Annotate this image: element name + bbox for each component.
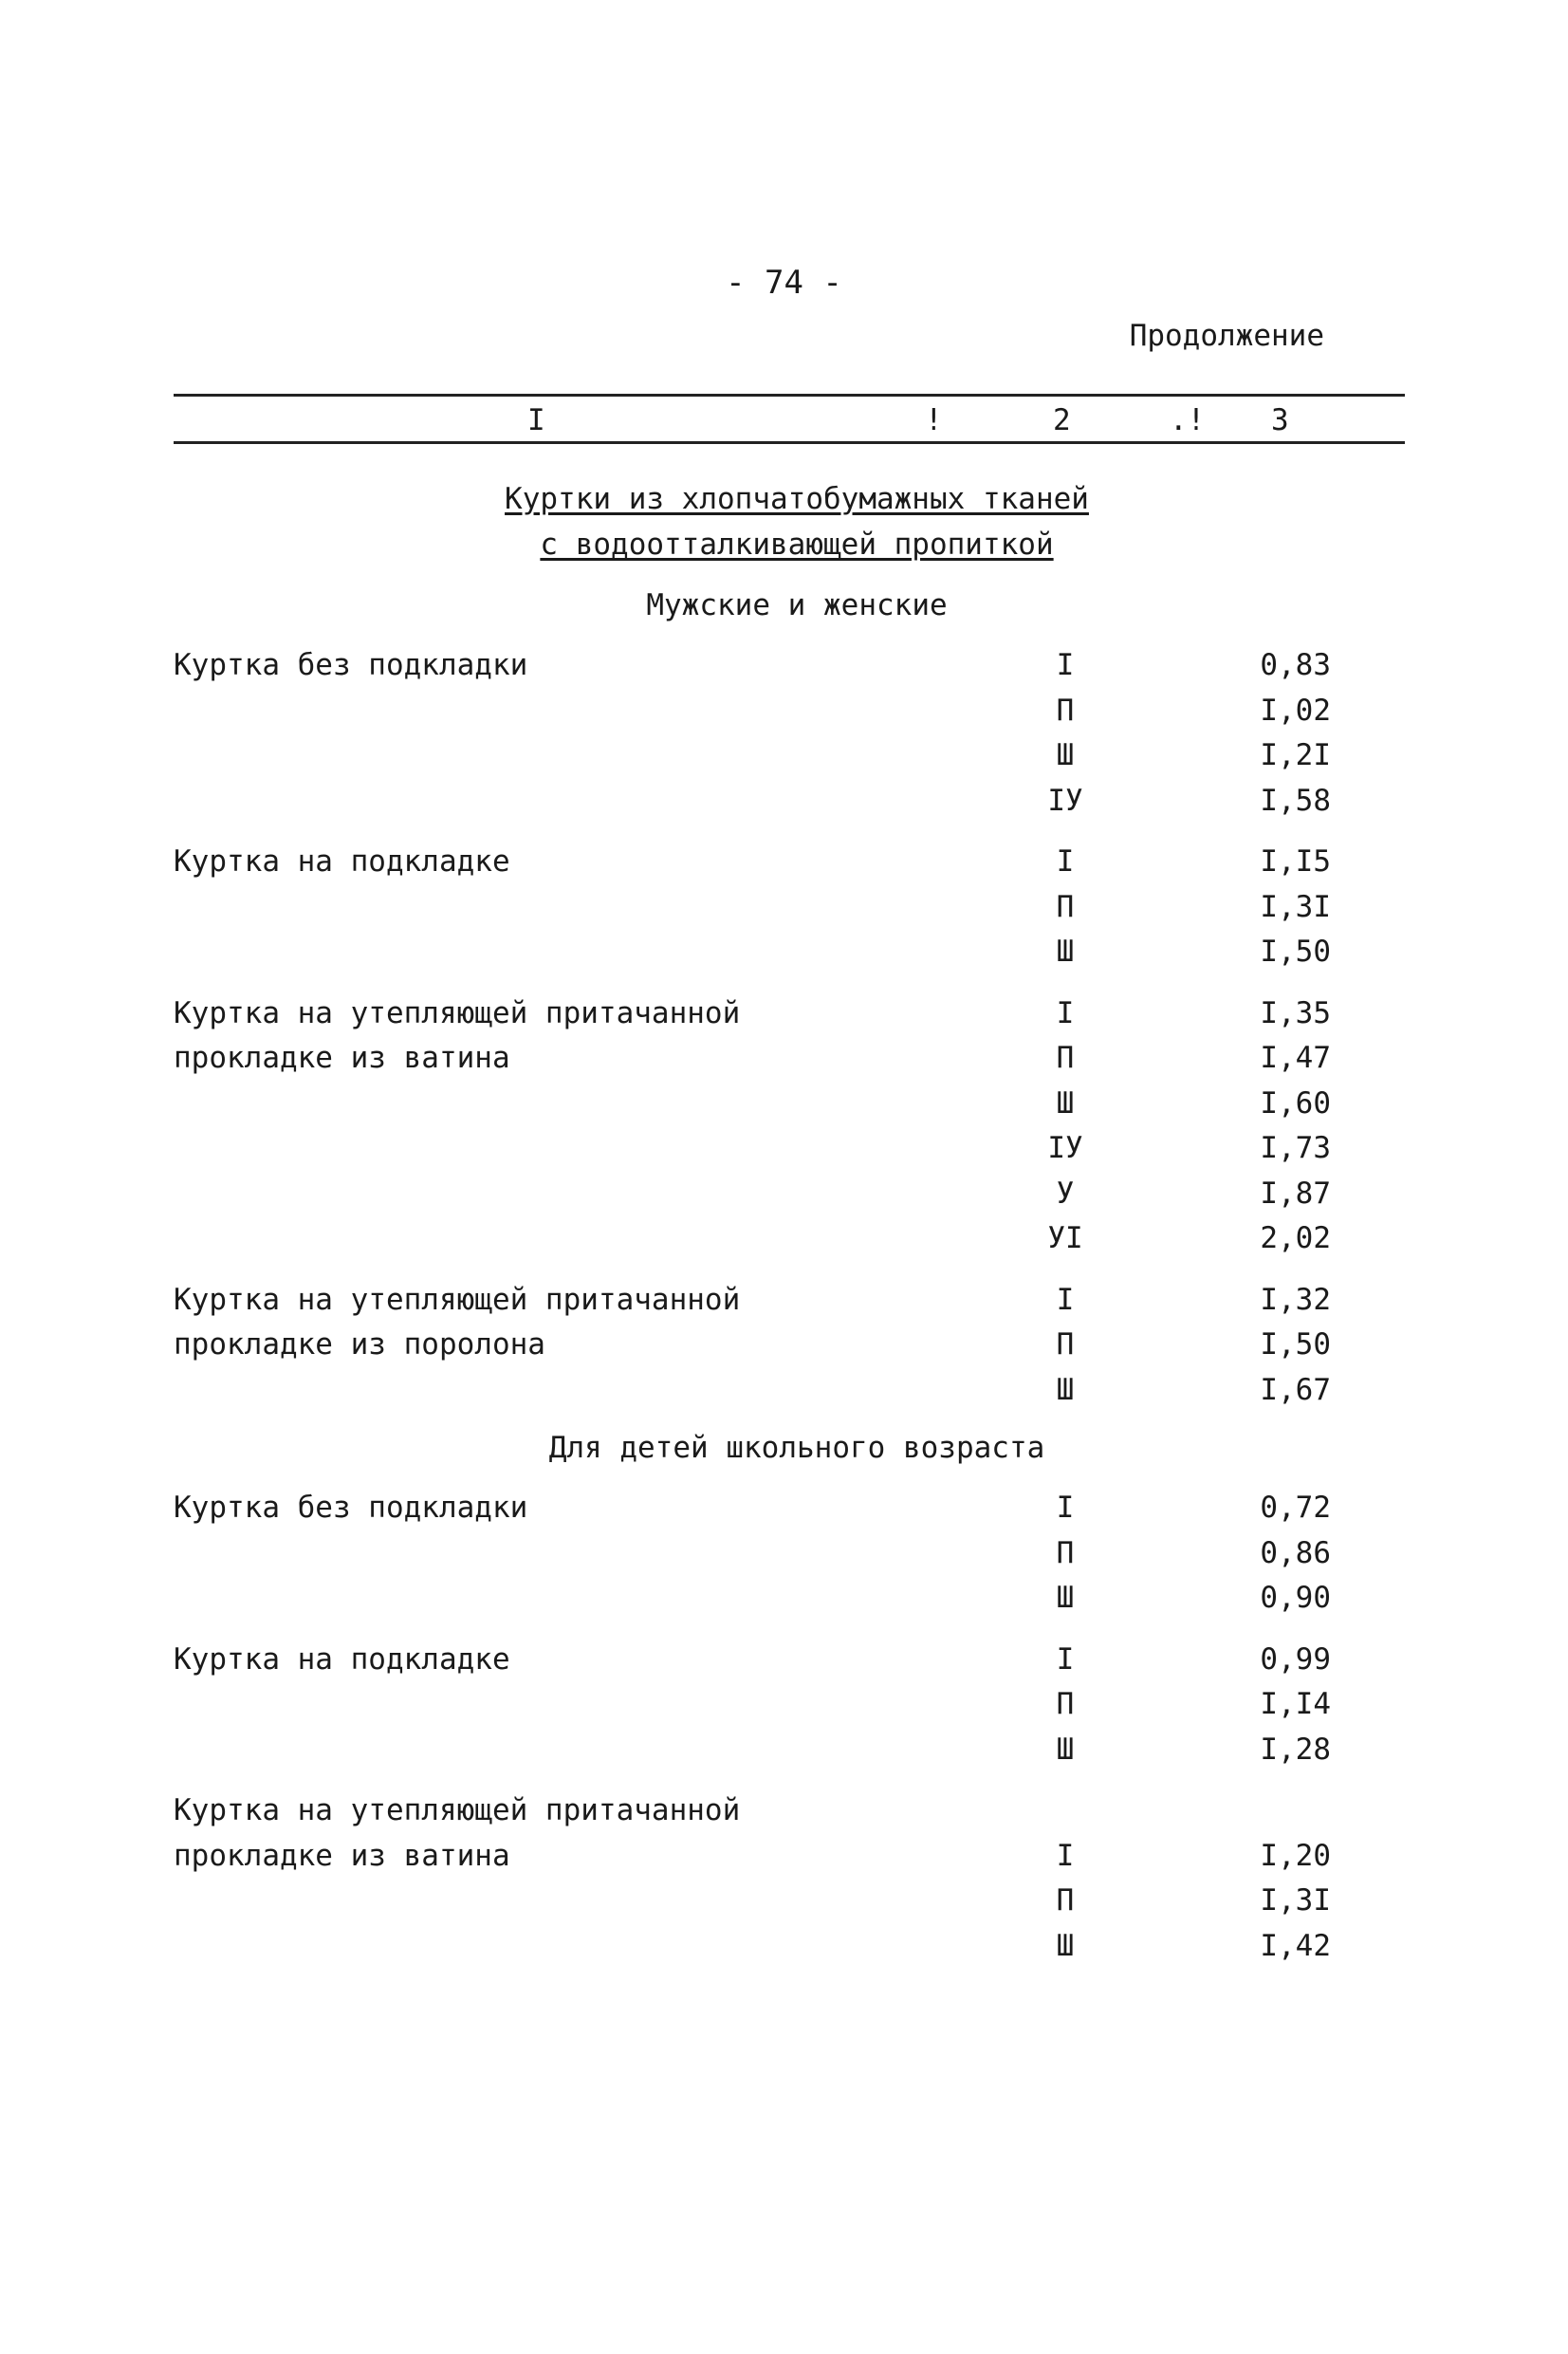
section-children-rows <box>174 1486 1407 1969</box>
norm-value: 0,99 <box>1260 1641 1331 1677</box>
column-header-3: 3 <box>1271 403 1289 437</box>
group-gap <box>174 1772 1407 1789</box>
item-name: Куртка на подкладке <box>174 844 510 879</box>
size-group: I <box>1056 995 1075 1030</box>
group-gap <box>174 975 1407 992</box>
size-group: Ш <box>1056 738 1075 772</box>
table-row <box>174 992 1407 1037</box>
norm-value: I,28 <box>1260 1732 1331 1767</box>
table-row <box>174 1368 1407 1414</box>
norm-value: 0,86 <box>1260 1535 1331 1570</box>
table-row <box>174 1531 1407 1577</box>
norm-value: I,87 <box>1260 1176 1331 1211</box>
table-row <box>174 1323 1407 1368</box>
norm-value: I,2I <box>1260 738 1331 772</box>
section-heading-children: Для детей школьного возраста <box>548 1431 1045 1465</box>
item-name: Куртка на утепляющей притачанной <box>174 1793 741 1827</box>
item-name: Куртка на подкладке <box>174 1641 510 1677</box>
size-group: I <box>1056 1641 1075 1677</box>
table-row <box>174 885 1407 931</box>
size-group: П <box>1056 1687 1075 1721</box>
table-row <box>174 1036 1407 1082</box>
item-name: прокладке из поролона <box>174 1327 545 1362</box>
section-heading-adults: Мужские и женские <box>646 588 948 622</box>
table-row <box>174 779 1407 825</box>
table-row <box>174 1126 1407 1172</box>
norm-value: I,58 <box>1260 783 1331 818</box>
table-row <box>174 930 1407 975</box>
size-group: П <box>1056 1535 1075 1570</box>
norm-value: I,3I <box>1260 889 1331 924</box>
size-group: П <box>1056 1327 1075 1362</box>
norm-value: I,60 <box>1260 1085 1331 1121</box>
group-gap <box>174 1622 1407 1638</box>
norm-value: I,02 <box>1260 693 1331 728</box>
table-row <box>174 1924 1407 1970</box>
column-separator-1: ! <box>925 403 943 437</box>
size-group: Ш <box>1056 1928 1075 1963</box>
table-header-rule <box>174 441 1405 444</box>
size-group: I <box>1056 648 1075 682</box>
item-name: Куртка на утепляющей притачанной <box>174 1282 741 1317</box>
size-group: П <box>1056 1041 1075 1075</box>
item-name: Куртка на утепляющей притачанной <box>174 995 741 1030</box>
item-name: Куртка без подкладки <box>174 1491 528 1525</box>
group-gap <box>174 824 1407 840</box>
table-row <box>174 1576 1407 1622</box>
size-group: Ш <box>1056 1085 1075 1121</box>
norm-value: 0,72 <box>1260 1491 1331 1525</box>
norm-value: I,42 <box>1260 1928 1331 1963</box>
table-row <box>174 733 1407 779</box>
page-number: - 74 - <box>726 264 842 302</box>
norm-value: I,47 <box>1260 1041 1331 1075</box>
norm-value: I,20 <box>1260 1838 1331 1873</box>
size-group: Ш <box>1056 1581 1075 1615</box>
table-row <box>174 1172 1407 1217</box>
item-name: прокладке из ватина <box>174 1838 510 1873</box>
section-adults-rows <box>174 643 1407 1413</box>
table-row <box>174 689 1407 734</box>
size-group: Ш <box>1056 1732 1075 1767</box>
norm-value: I,I5 <box>1260 844 1331 879</box>
table-row <box>174 1082 1407 1127</box>
norm-value: I,I4 <box>1260 1687 1331 1721</box>
column-header-2: 2 <box>1053 403 1071 437</box>
table-row <box>174 643 1407 689</box>
column-separator-2: .! <box>1170 403 1206 437</box>
size-group: Ш <box>1056 935 1075 969</box>
norm-value: I,32 <box>1260 1282 1331 1317</box>
group-gap <box>174 1262 1407 1278</box>
size-group: IУ <box>1047 1131 1083 1165</box>
item-name: прокладке из ватина <box>174 1041 510 1075</box>
table-row <box>174 1216 1407 1262</box>
table-row <box>174 1682 1407 1728</box>
norm-value: I,67 <box>1260 1372 1331 1407</box>
table-row <box>174 1879 1407 1924</box>
norm-value: I,35 <box>1260 995 1331 1030</box>
size-group: I <box>1056 1491 1075 1525</box>
continuation-label: Продолжение <box>1129 319 1324 353</box>
size-group: П <box>1056 889 1075 924</box>
size-group: Ш <box>1056 1372 1075 1407</box>
size-group: IУ <box>1047 783 1083 818</box>
table-row <box>174 1278 1407 1324</box>
norm-value: I,3I <box>1260 1883 1331 1918</box>
table-title-line-1: Куртки из хлопчатобумажных тканей <box>505 482 1089 516</box>
size-group: П <box>1056 1883 1075 1918</box>
norm-value: 0,83 <box>1260 648 1331 682</box>
norm-value: 2,02 <box>1260 1221 1331 1255</box>
table-row <box>174 1728 1407 1773</box>
norm-value: I,50 <box>1260 935 1331 969</box>
item-name: Куртка без подкладки <box>174 648 528 682</box>
table-row <box>174 840 1407 885</box>
table-top-rule <box>174 394 1405 397</box>
table-row <box>174 1486 1407 1531</box>
table-title-line-2: с водоотталкивающей пропиткой <box>540 528 1054 562</box>
table-row <box>174 1834 1407 1880</box>
norm-value: I,50 <box>1260 1327 1331 1362</box>
size-group: I <box>1056 1838 1075 1873</box>
size-group: П <box>1056 693 1075 728</box>
table-row <box>174 1789 1407 1834</box>
size-group: У <box>1056 1176 1075 1211</box>
column-header-1: I <box>527 403 545 437</box>
norm-value: 0,90 <box>1260 1581 1331 1615</box>
table-row <box>174 1638 1407 1683</box>
size-group: I <box>1056 1282 1075 1317</box>
size-group: I <box>1056 844 1075 879</box>
size-group: УI <box>1047 1221 1083 1255</box>
norm-value: I,73 <box>1260 1131 1331 1165</box>
